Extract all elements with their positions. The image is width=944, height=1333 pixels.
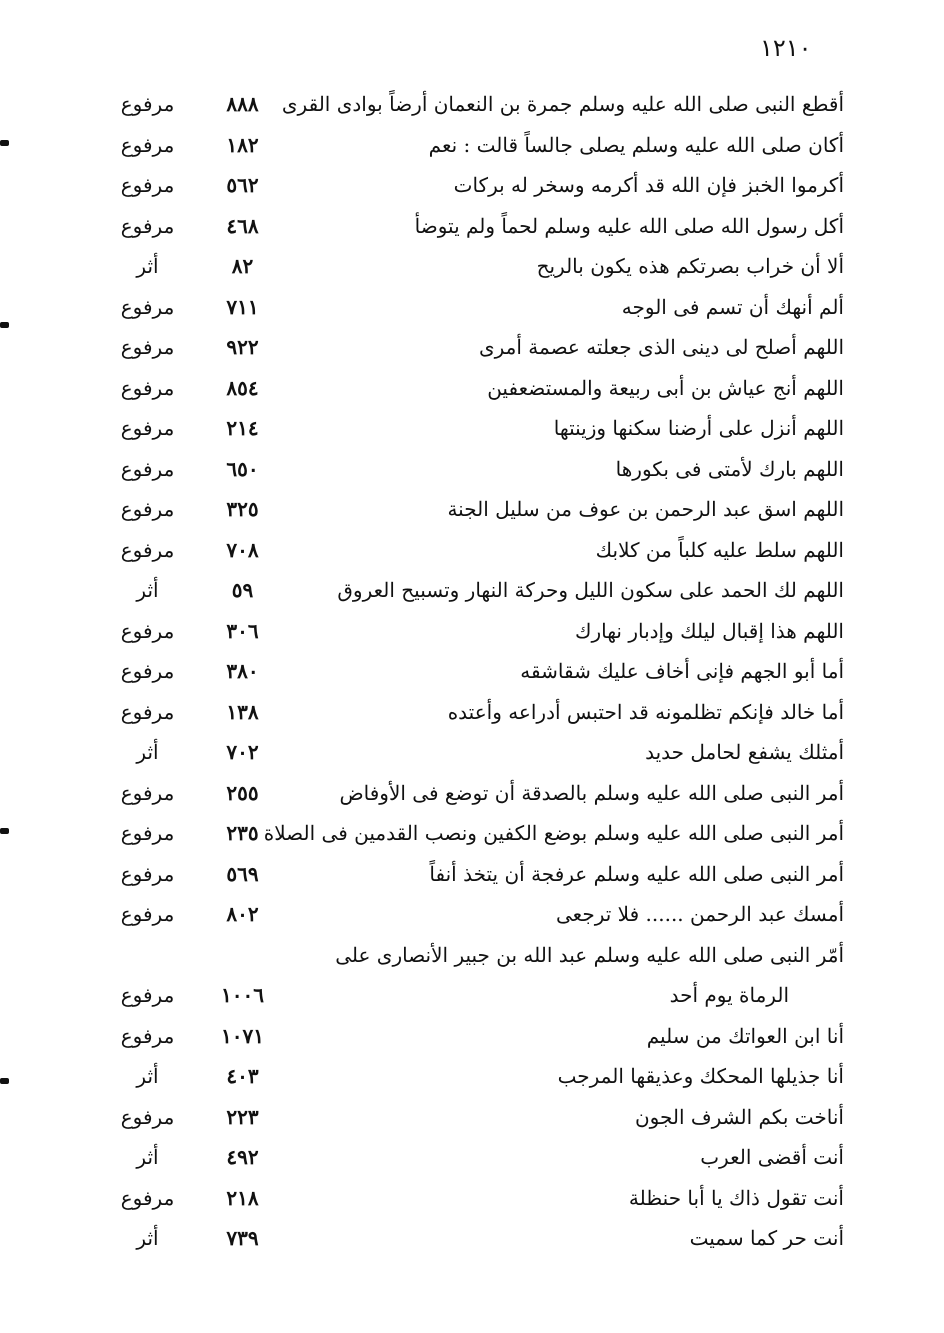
entry-type: مرفوع: [120, 1185, 175, 1210]
entry-text: أنا جذيلها المحكك وعذيقها المرجب: [557, 1064, 844, 1088]
index-entry: [0, 894, 944, 935]
entry-type: أثر: [136, 1064, 159, 1088]
entry-number: ٤٩٢: [226, 1145, 259, 1169]
entry-type: مرفوع: [120, 173, 175, 197]
entry-type: مرفوع: [120, 821, 175, 845]
index-entry: [0, 368, 944, 409]
scan-mark: [0, 140, 9, 146]
entry-text: أما أبو الجهم فإنى أخاف عليك شقاشقه: [520, 659, 844, 683]
index-entry: [0, 408, 944, 449]
entry-number: ٩٢٢: [226, 335, 259, 359]
entry-number: ٤٠٣: [226, 1064, 259, 1088]
entry-number: ٣٠٦: [226, 618, 259, 643]
entry-text: أما خالد فإنكم تظلمونه قد احتبس أدراعه وأعتده: [447, 699, 844, 724]
index-list: [0, 84, 944, 1259]
index-entry: [0, 246, 944, 287]
entry-text: اللهم أنج عياش بن أبى ربيعة والمستضعفين: [487, 375, 844, 400]
scan-mark: [0, 322, 9, 328]
entry-type: أثر: [136, 1145, 159, 1169]
entry-text: اللهم لك الحمد على سكون الليل وحركة النهار وتسبيح العروق: [337, 578, 844, 602]
entry-number: ٣٢٥: [226, 497, 259, 521]
entry-number: ٨٢: [231, 254, 254, 278]
index-entry: [0, 975, 944, 1016]
entry-type: مرفوع: [120, 537, 175, 562]
entry-type: مرفوع: [120, 456, 175, 481]
entry-number: ٢١٨: [226, 1185, 259, 1210]
entry-text: اللهم اسق عبد الرحمن بن عوف من سليل الجنة: [447, 497, 844, 521]
index-entry: [0, 611, 944, 652]
entry-text: اللهم أنزل على أرضنا سكنها وزينتها: [553, 416, 844, 440]
index-entry: [0, 732, 944, 773]
entry-text: الرماة يوم أحد: [669, 983, 789, 1007]
entry-type: مرفوع: [120, 416, 175, 440]
entry-text: أمر النبى صلى الله عليه وسلم بالصدقة أن توضع فى الأوفاض: [339, 780, 844, 805]
entry-type: أثر: [136, 1226, 159, 1250]
entry-type: مرفوع: [120, 335, 175, 359]
index-entry: [0, 489, 944, 530]
entry-text: أمّر النبى صلى الله عليه وسلم عبد الله بن جبير الأنصارى على: [335, 942, 844, 967]
entry-text: أنا ابن العواتك من سليم: [646, 1023, 844, 1048]
entry-number: ١٠٧١: [221, 1023, 264, 1048]
entry-number: ١٣٨: [226, 699, 259, 724]
entry-text: أكل رسول الله صلى الله عليه وسلم لحماً ولم يتوضأ: [414, 213, 844, 238]
entry-text: أناخت بكم الشرف الجون: [634, 1104, 844, 1129]
index-entry: [0, 84, 944, 125]
index-entry: [0, 854, 944, 895]
entry-type: مرفوع: [120, 213, 175, 238]
index-entry: [0, 935, 944, 976]
entry-number: ٨٨٨: [226, 92, 259, 116]
entry-text: أمثلك يشفع لحامل حديد: [645, 740, 844, 764]
entry-text: أنت تقول ذاك يا أبا حنظلة: [628, 1185, 844, 1210]
scan-mark: [0, 828, 9, 834]
entry-number: ٢٢٣: [226, 1104, 259, 1129]
page-number: ١٢١٠: [760, 34, 812, 62]
entry-text: ألم أنهك أن تسم فى الوجه: [621, 294, 844, 319]
entry-number: ٥٦٢: [226, 173, 259, 197]
entry-text: اللهم سلط عليه كلباً من كلابك: [595, 537, 844, 562]
entry-text: أكان صلى الله عليه وسلم يصلى جالساً قالت : نعم: [428, 132, 844, 157]
index-entry: [0, 530, 944, 571]
index-entry: [0, 287, 944, 328]
entry-type: مرفوع: [120, 861, 175, 886]
entry-number: ٨٥٤: [226, 375, 259, 400]
entry-text: أكرموا الخبز فإن الله قد أكرمه وسخر له بركات: [453, 173, 844, 197]
index-entry: [0, 813, 944, 854]
entry-number: ٢٣٥: [226, 821, 259, 845]
entry-text: أقطع النبى صلى الله عليه وسلم جمرة بن النعمان أرضاً بوادى القرى: [281, 92, 844, 116]
entry-number: ٢١٤: [226, 416, 259, 440]
entry-number: ٢٥٥: [226, 780, 259, 805]
entry-number: ٨٠٢: [226, 902, 259, 926]
entry-number: ٥٦٩: [226, 861, 259, 886]
index-entry: [0, 1137, 944, 1178]
entry-number: ٣٨٠: [226, 659, 259, 683]
index-entry: [0, 449, 944, 490]
entry-type: مرفوع: [120, 132, 175, 157]
index-entry: [0, 165, 944, 206]
index-entry: [0, 570, 944, 611]
index-entry: [0, 1016, 944, 1057]
index-entry: [0, 125, 944, 166]
entry-type: أثر: [136, 740, 159, 764]
index-entry: [0, 773, 944, 814]
entry-type: مرفوع: [120, 1104, 175, 1129]
entry-text: أنت أقضى العرب: [700, 1145, 844, 1169]
entry-number: ٧٠٢: [226, 740, 259, 764]
entry-type: مرفوع: [120, 92, 175, 116]
index-entry: [0, 692, 944, 733]
entry-type: مرفوع: [120, 699, 175, 724]
entry-text: اللهم هذا إقبال ليلك وإدبار نهارك: [574, 618, 844, 643]
index-entry: [0, 651, 944, 692]
entry-type: مرفوع: [120, 294, 175, 319]
entry-text: أنت حر كما سميت: [689, 1226, 844, 1250]
entry-number: ٧١١: [226, 294, 259, 319]
entry-type: مرفوع: [120, 1023, 175, 1048]
entry-text: أمسك عبد الرحمن ...... فلا ترجعى: [556, 902, 844, 926]
entry-number: ٦٥٠: [226, 456, 259, 481]
entry-type: مرفوع: [120, 780, 175, 805]
entry-text: أمر النبى صلى الله عليه وسلم بوضع الكفين ونصب القدمين فى الصلاة: [263, 821, 844, 845]
entry-text: اللهم بارك لأمتى فى بكورها: [615, 456, 844, 481]
entry-type: مرفوع: [120, 497, 175, 521]
index-entry: [0, 1218, 944, 1259]
entry-text: ألا أن خراب بصرتكم هذه يكون بالريح: [536, 254, 844, 278]
entry-number: ١٠٠٦: [221, 983, 264, 1007]
entry-number: ٧٠٨: [226, 537, 259, 562]
scan-mark: [0, 1078, 9, 1084]
entry-text: اللهم أصلح لى دينى الذى جعلته عصمة أمرى: [478, 335, 844, 359]
entry-number: ٤٦٨: [226, 213, 259, 238]
entry-number: ٥٩: [231, 578, 254, 602]
entry-type: مرفوع: [120, 983, 175, 1007]
entry-type: أثر: [136, 254, 159, 278]
index-entry: [0, 1056, 944, 1097]
index-entry: [0, 1178, 944, 1219]
entry-type: مرفوع: [120, 902, 175, 926]
entry-number: ١٨٢: [226, 132, 259, 157]
entry-number: ٧٣٩: [226, 1226, 259, 1250]
index-entry: [0, 206, 944, 247]
index-entry: [0, 327, 944, 368]
entry-type: مرفوع: [120, 659, 175, 683]
entry-text: أمر النبى صلى الله عليه وسلم عرفجة أن يتخذ أنفاً: [429, 861, 844, 886]
index-entry: [0, 1097, 944, 1138]
entry-type: مرفوع: [120, 618, 175, 643]
entry-type: مرفوع: [120, 375, 175, 400]
entry-type: أثر: [136, 578, 159, 602]
